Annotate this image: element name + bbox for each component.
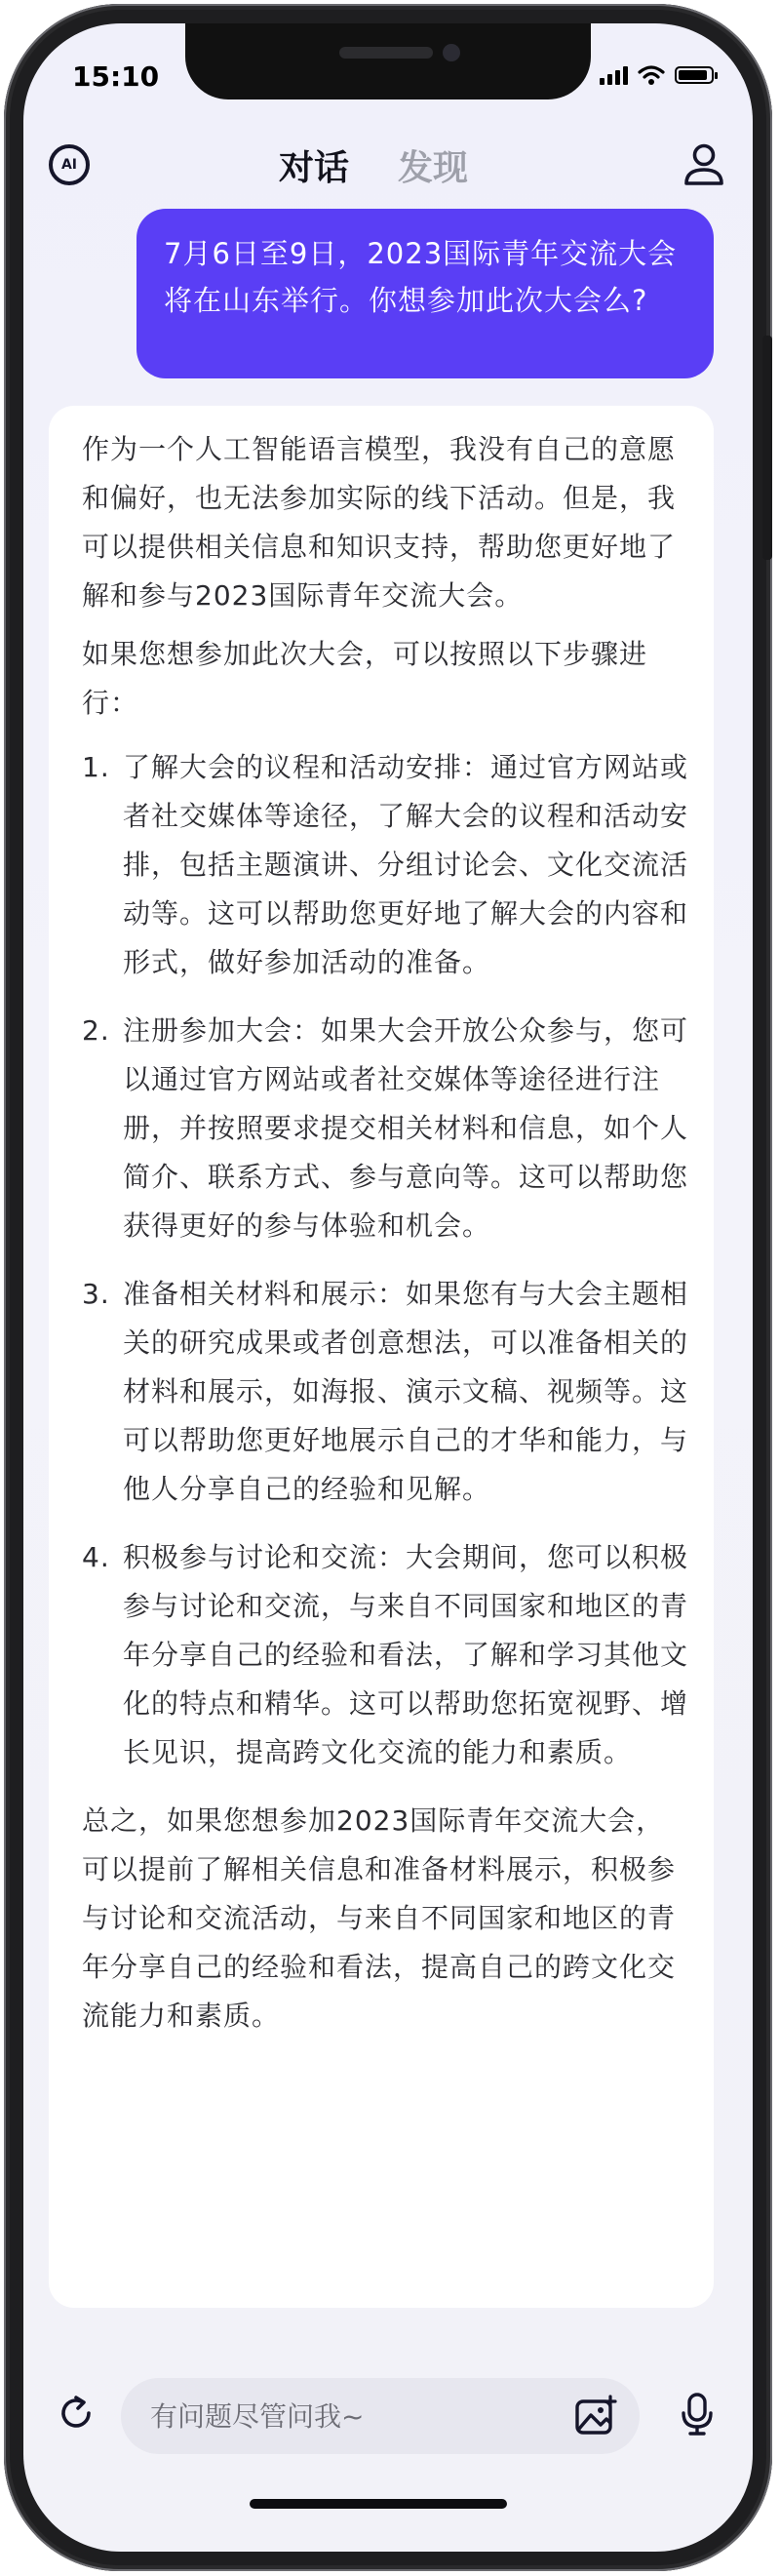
ai-intro-text: 作为一个人工智能语言模型，我没有自己的意愿和偏好，也无法参加实际的线下活动。但是，我可以提供相关信息和知识支持，帮助您更好地了解和参与2023国际青年交流大会。 (82, 433, 677, 612)
phone-frame (4, 4, 772, 2571)
header (23, 131, 753, 209)
battery-fill (679, 70, 707, 80)
steps-list (82, 743, 690, 1777)
home-indicator (250, 2499, 507, 2509)
chat-input[interactable] (150, 2392, 540, 2440)
list-item (82, 1270, 690, 1514)
wifi-icon (638, 64, 665, 86)
tab-bar (279, 140, 468, 190)
step-text: 了解大会的议程和活动安排：通过官方网站或者社交媒体等途径，了解大会的议程和活动安排，包括主题演讲、分组讨论会、文化交流活动等。这可以帮助您更好地了解大会的内容和形式，做好参加活动的准备。 (123, 751, 689, 978)
camera (443, 44, 460, 61)
step-text: 注册参加大会：如果大会开放公众参与，您可以通过官方网站或者社交媒体等途径进行注册，并按照要求提交相关材料和信息，如个人简介、联系方式、参与意向等。这可以帮助您获得更好的参与体验和机会。 (123, 1014, 689, 1242)
chat-input-box[interactable] (121, 2378, 640, 2454)
ai-conclusion-text: 总之，如果您想参加2023国际青年交流大会，可以提前了解相关信息和准备材料展示，积极参与讨论和交流活动，与来自不同国家和地区的青年分享自己的经验和看法，提高自己的跨文化交流能力和素质。 (82, 1804, 677, 2032)
step-number: 2. (82, 1014, 110, 1047)
image-upload-icon[interactable] (573, 2394, 618, 2438)
side-button (762, 336, 772, 560)
step-number: 4. (82, 1541, 110, 1573)
tab-chat[interactable]: 对话 (279, 148, 350, 188)
ai-lead-text: 如果您想参加此次大会，可以按照以下步骤进行： (82, 638, 648, 719)
list-item (82, 743, 690, 987)
step-text: 积极参与讨论和交流：大会期间，您可以积极参与讨论和交流，与来自不同国家和地区的青年分享自己的经验和看法，了解和学习其他文化的特点和精华。这可以帮助您拓宽视野、增长见识，提高跨文化交流的能力和素质。 (123, 1541, 689, 1768)
microphone-icon[interactable] (681, 2392, 714, 2437)
user-message-bubble: 7月6日至9日，2023国际青年交流大会将在山东举行。你想参加此次大会么? (136, 209, 714, 378)
step-text: 准备相关材料和展示：如果您有与大会主题相关的研究成果或者创意想法，可以准备相关的材料和展示，如海报、演示文稿、视频等。这可以帮助您更好地展示自己的才华和能力，与他人分享自己的经验和见解。 (123, 1278, 689, 1505)
ai-response-card (49, 406, 714, 2308)
status-icons (600, 64, 714, 86)
step-number: 3. (82, 1278, 110, 1310)
tab-discover[interactable]: 发现 (398, 148, 469, 188)
list-item (82, 1007, 690, 1250)
user-profile-icon[interactable] (682, 142, 725, 187)
screen (23, 23, 753, 2552)
ai-logo-icon[interactable]: AI (49, 144, 90, 185)
notch (185, 23, 591, 99)
signal-icon (600, 65, 628, 85)
speaker (339, 47, 433, 59)
bottom-input-bar (23, 2355, 753, 2472)
battery-icon (675, 66, 714, 84)
status-time: 15:10 (72, 60, 160, 93)
step-number: 1. (82, 751, 110, 783)
list-item (82, 1533, 690, 1777)
refresh-icon[interactable] (57, 2394, 96, 2433)
